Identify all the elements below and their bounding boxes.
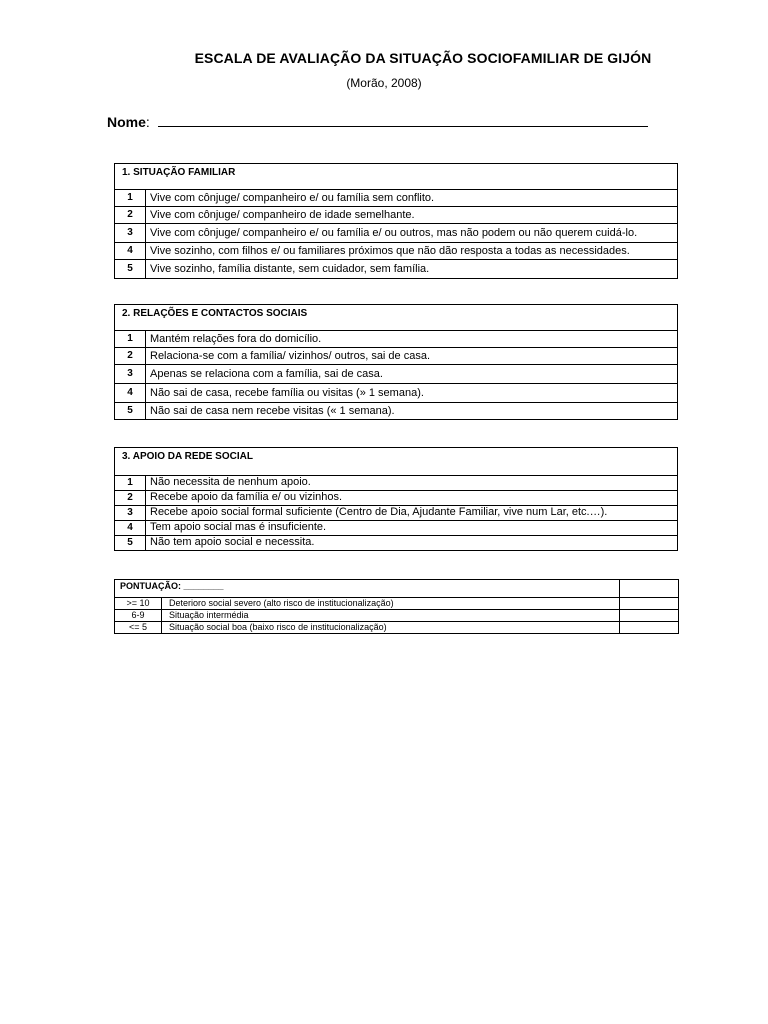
score-range: >= 10 <box>115 598 162 609</box>
item-description: Não necessita de nenhum apoio. <box>150 476 311 488</box>
table-row <box>115 224 677 243</box>
document-subtitle: (Morão, 2008) <box>346 76 422 90</box>
item-number: 3 <box>115 224 146 242</box>
item-number: 5 <box>115 260 146 278</box>
item-number: 4 <box>115 521 146 535</box>
section-relacoes-contactos <box>114 304 678 420</box>
item-description: Vive sozinho, família distante, sem cuidador, sem família. <box>150 263 430 275</box>
score-row <box>115 610 678 622</box>
score-blank-cell[interactable] <box>620 598 678 609</box>
table-row <box>115 384 677 403</box>
score-label: Situação intermédia <box>162 610 620 621</box>
name-label: Nome <box>107 114 146 130</box>
score-blank-cell[interactable] <box>620 580 678 597</box>
section-header: 2. RELAÇÕES E CONTACTOS SOCIAIS <box>115 305 677 331</box>
score-header-row <box>115 580 678 598</box>
item-description: Relaciona-se com a família/ vizinhos/ outros, sai de casa. <box>150 350 431 362</box>
item-number: 1 <box>115 190 146 206</box>
item-number: 3 <box>115 365 146 383</box>
score-row <box>115 622 678 633</box>
table-row <box>115 403 677 419</box>
item-description: Não tem apoio social e necessita. <box>150 536 315 548</box>
section-header: 1. SITUAÇÃO FAMILIAR <box>115 164 677 190</box>
item-description: Recebe apoio social formal suficiente (Centro de Dia, Ajudante Familiar, vive num Lar, etc.…). <box>150 506 608 518</box>
item-number: 5 <box>115 403 146 419</box>
score-header: PONTUAÇÃO: ________ <box>115 580 620 597</box>
item-number: 4 <box>115 384 146 402</box>
table-row <box>115 331 677 348</box>
table-row <box>115 491 677 506</box>
score-table <box>114 579 679 634</box>
section-apoio-rede-social <box>114 447 678 551</box>
table-row <box>115 190 677 207</box>
table-row <box>115 348 677 365</box>
score-blank-cell[interactable] <box>620 610 678 621</box>
table-row <box>115 365 677 384</box>
item-number: 2 <box>115 491 146 505</box>
item-description: Vive sozinho, com filhos e/ ou familiares próximos que não dão resposta a todas as necessidades. <box>150 245 630 257</box>
section-header: 3. APOIO DA REDE SOCIAL <box>115 448 677 476</box>
item-number: 3 <box>115 506 146 520</box>
item-number: 1 <box>115 476 146 490</box>
item-description: Apenas se relaciona com a família, sai de casa. <box>150 368 383 380</box>
item-description: Não sai de casa, recebe família ou visitas (» 1 semana). <box>150 387 424 399</box>
section-situacao-familiar <box>114 163 678 279</box>
item-number: 4 <box>115 243 146 259</box>
name-field-row <box>107 113 648 130</box>
item-description: Não sai de casa nem recebe visitas (« 1 semana). <box>150 405 395 417</box>
item-description: Tem apoio social mas é insuficiente. <box>150 521 327 533</box>
item-description: Recebe apoio da família e/ ou vizinhos. <box>150 491 343 503</box>
score-range: 6-9 <box>115 610 162 621</box>
table-row <box>115 260 677 278</box>
item-number: 1 <box>115 331 146 347</box>
name-blank-line[interactable] <box>158 113 648 127</box>
document-title: ESCALA DE AVALIAÇÃO DA SITUAÇÃO SOCIOFAMILIAR DE GIJÓN <box>194 50 652 66</box>
table-row <box>115 521 677 536</box>
score-row <box>115 598 678 610</box>
score-range: <= 5 <box>115 622 162 633</box>
score-label: Situação social boa (baixo risco de institucionalização) <box>162 622 620 633</box>
item-number: 2 <box>115 207 146 223</box>
item-description: Vive com cônjuge/ companheiro e/ ou família sem conflito. <box>150 192 435 204</box>
score-label: Deterioro social severo (alto risco de institucionalização) <box>162 598 620 609</box>
score-blank-cell[interactable] <box>620 622 678 633</box>
table-row <box>115 506 677 521</box>
table-row <box>115 476 677 491</box>
item-description: Vive com cônjuge/ companheiro e/ ou família e/ ou outros, mas não podem ou não querem cuidá-lo. <box>150 227 638 239</box>
item-description: Mantém relações fora do domicílio. <box>150 333 322 345</box>
table-row <box>115 207 677 224</box>
name-colon: : <box>145 114 150 130</box>
item-number: 5 <box>115 536 146 550</box>
item-number: 2 <box>115 348 146 364</box>
table-row <box>115 243 677 260</box>
item-description: Vive com cônjuge/ companheiro de idade semelhante. <box>150 209 415 221</box>
table-row <box>115 536 677 550</box>
